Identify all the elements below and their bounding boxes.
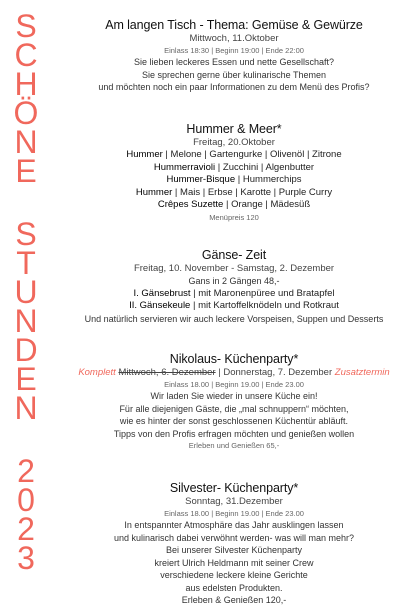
event-text: Wir laden Sie wieder in unsere Küche ein!: [150, 391, 318, 401]
event-date: Freitag, 10. November - Samstag, 2. Dezember: [133, 263, 335, 274]
event-title: Nikolaus- Küchenparty*: [169, 352, 299, 366]
menu-course: Hummer-Bisque | Hummerchips: [166, 174, 302, 185]
event-date: Sonntag, 31.Dezember: [185, 496, 283, 507]
komplett-badge: Komplett: [78, 367, 116, 378]
event-text: Sie sprechen gerne über kulinarische Themen: [142, 69, 326, 80]
sidebar-letter: H: [14, 66, 38, 102]
sidebar-letter: E: [15, 361, 37, 397]
event-title: Gänse- Zeit: [201, 248, 267, 262]
event-hummer: [50, 122, 418, 223]
event-text: Sie lieben leckeres Essen und nette Gesellschaft?: [133, 57, 335, 67]
sidebar-letter: U: [14, 274, 38, 310]
event-date: [50, 367, 418, 379]
menu-course: Hummer | Melone | Gartengurke | Olivenöl | Zitrone: [126, 149, 342, 160]
event-nikolaus: [50, 352, 418, 451]
sidebar-letter: 2: [17, 453, 35, 489]
sidebar-letter: Ö: [13, 95, 39, 131]
event-gaense: [50, 248, 418, 325]
sidebar-letter: N: [14, 303, 38, 339]
sidebar-letter: N: [14, 124, 38, 160]
sidebar-letter: S: [15, 216, 37, 252]
menu-course: Hummer | Mais | Erbse | Karotte | Purple Curry: [135, 186, 333, 198]
menu-course: Crêpes Suzette | Orange | Mädesüß: [157, 199, 311, 210]
menu-course: II. Gänsekeule | mit Kartoffelknödeln und Rotkraut: [129, 300, 339, 311]
event-title: Am langen Tisch - Thema: Gemüse & Gewürze: [105, 18, 363, 32]
event-text: verschiedene leckere kleine Gerichte: [160, 570, 308, 580]
sidebar-letter: 0: [17, 482, 35, 518]
event-title: Silvester- Küchenparty*: [169, 481, 299, 495]
event-text: Bei unserer Silvester Küchenparty: [165, 545, 303, 555]
event-text: Erleben & Genießen 120,-: [181, 595, 287, 605]
sidebar-letter: N: [14, 390, 38, 426]
vertical-title: [4, 10, 48, 610]
sidebar-letter: E: [15, 153, 37, 189]
menu-price: Menüpreis 120: [209, 212, 259, 222]
event-gemuese: [50, 18, 418, 94]
event-text: wie es hinter der sonst geschlossenen Küchentür abläuft.: [119, 416, 349, 426]
event-price: Erleben und Genießen 65,-: [188, 441, 280, 450]
event-text: In entspannter Atmosphäre das Jahr ausklingen lassen: [124, 520, 344, 530]
event-text: Für alle diejenigen Gäste, die „mal schnuppern“ möchten,: [119, 403, 349, 414]
sidebar-letter: S: [15, 8, 37, 44]
sidebar-letter: D: [14, 332, 38, 368]
event-times: Einlass 18.00 | Beginn 19.00 | Ende 23.00: [164, 380, 304, 389]
event-text: Tipps von den Profis erfragen möchten und genießen wollen: [113, 428, 355, 439]
event-date: Freitag, 20.Oktober: [193, 137, 275, 148]
event-date: Mittwoch, 11.Oktober: [189, 33, 279, 44]
event-text: Und natürlich servieren wir auch leckere Vorspeisen, Suppen und Desserts: [84, 313, 384, 324]
sidebar-letter: T: [16, 245, 36, 281]
event-text: Gans in 2 Gängen 48,-: [188, 276, 280, 286]
zusatztermin-badge: Zusatztermin: [334, 367, 390, 378]
old-date: Mittwoch, 6. Dezember: [118, 367, 216, 378]
event-silvester: [50, 481, 418, 607]
event-times: Einlass 18:30 | Beginn 19:00 | Ende 22:00: [164, 46, 304, 55]
event-title: Hummer & Meer*: [186, 122, 282, 136]
sidebar-letter: C: [14, 37, 38, 73]
event-text: aus edelsten Produkten.: [185, 582, 283, 593]
menu-course: I. Gänsebrust | mit Maronenpüree und Bratapfel: [133, 287, 335, 299]
menu-course: Hummerravioli | Zucchini | Algenbutter: [153, 161, 315, 173]
event-text: und kulinarisch dabei verwöhnt werden- was will man mehr?: [113, 532, 355, 543]
event-text: und möchten noch ein paar Informationen zu dem Menü des Profis?: [98, 82, 370, 92]
event-text: kreiert Ulrich Heldmann mit seiner Crew: [154, 557, 314, 568]
sidebar-letter: 2: [17, 511, 35, 547]
event-times: Einlass 18.00 | Beginn 19.00 | Ende 23.00: [164, 509, 304, 518]
new-date: | Donnerstag, 7. Dezember: [215, 367, 335, 378]
sidebar-letter: 3: [17, 540, 35, 576]
